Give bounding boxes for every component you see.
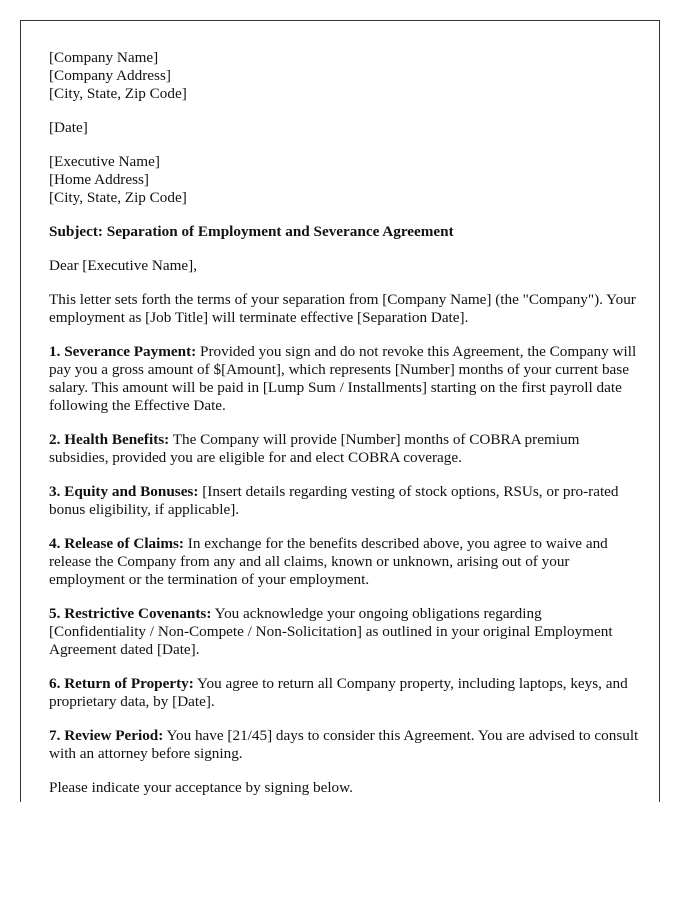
letter-page [20, 20, 660, 802]
recipient-home-address: [Home Address] [49, 171, 149, 188]
section-heading: 3. Equity and Bonuses: [49, 483, 199, 500]
section-body: The Company will provide [Number] months of COBRA premium subsidies, provided you are eligible for and elect COBRA coverage. [49, 431, 580, 466]
section-body: You agree to return all Company property, including laptops, keys, and proprietary data, by [Date]. [49, 675, 628, 710]
section-body: You have [21/45] days to consider this Agreement. You are advised to consult with an attorney before signing. [49, 727, 639, 762]
section-heading: 5. Restrictive Covenants: [49, 605, 212, 622]
sender-company-address: [Company Address] [49, 67, 171, 84]
salutation: Dear [Executive Name], [49, 257, 197, 274]
section-equity-bonuses [49, 483, 639, 519]
section-body: [Insert details regarding vesting of stock options, RSUs, or pro-rated bonus eligibility, if applicable]. [49, 483, 619, 518]
section-heading: 7. Review Period: [49, 727, 164, 744]
section-return-of-property [49, 675, 639, 711]
section-severance-payment [49, 343, 639, 415]
sender-company-name: [Company Name] [49, 49, 159, 66]
date-block [49, 119, 639, 137]
closing-paragraph: Please indicate your acceptance by signing below. [49, 779, 353, 796]
section-release-of-claims [49, 535, 639, 589]
letter-date: [Date] [49, 119, 88, 136]
section-body: In exchange for the benefits described above, you agree to waive and release the Company from any and all claims, known or unknown, arising out of your employment or the termination of your employment. [49, 535, 608, 588]
recipient-address-block [49, 153, 639, 207]
section-restrictive-covenants [49, 605, 639, 659]
recipient-name: [Executive Name] [49, 153, 160, 170]
section-heading: 1. Severance Payment: [49, 343, 197, 360]
subject-line: Subject: Separation of Employment and Severance Agreement [49, 223, 454, 240]
recipient-city-state-zip: [City, State, Zip Code] [49, 189, 187, 206]
section-body: You acknowledge your ongoing obligations regarding [Confidentiality / Non-Compete / Non-Solicitation] as outlined in your original Employment Agreement dated [Date]. [49, 605, 613, 658]
sender-city-state-zip: [City, State, Zip Code] [49, 85, 187, 102]
section-review-period [49, 727, 639, 763]
section-body: Provided you sign and do not revoke this Agreement, the Company will pay you a gross amount of $[Amount], which represents [Number] months of your current base salary. This amount will be paid in [Lump Sum / Installments] starting on the first payroll date following the Effective Date. [49, 343, 637, 414]
section-heading: 6. Return of Property: [49, 675, 194, 692]
section-health-benefits [49, 431, 639, 467]
section-heading: 4. Release of Claims: [49, 535, 184, 552]
section-heading: 2. Health Benefits: [49, 431, 170, 448]
intro-paragraph: This letter sets forth the terms of your separation from [Company Name] (the "Company"). Your employment as [Job Title] will terminate effective [Separation Date]. [49, 291, 636, 326]
sender-address-block [49, 49, 639, 103]
letter-content [49, 49, 639, 802]
